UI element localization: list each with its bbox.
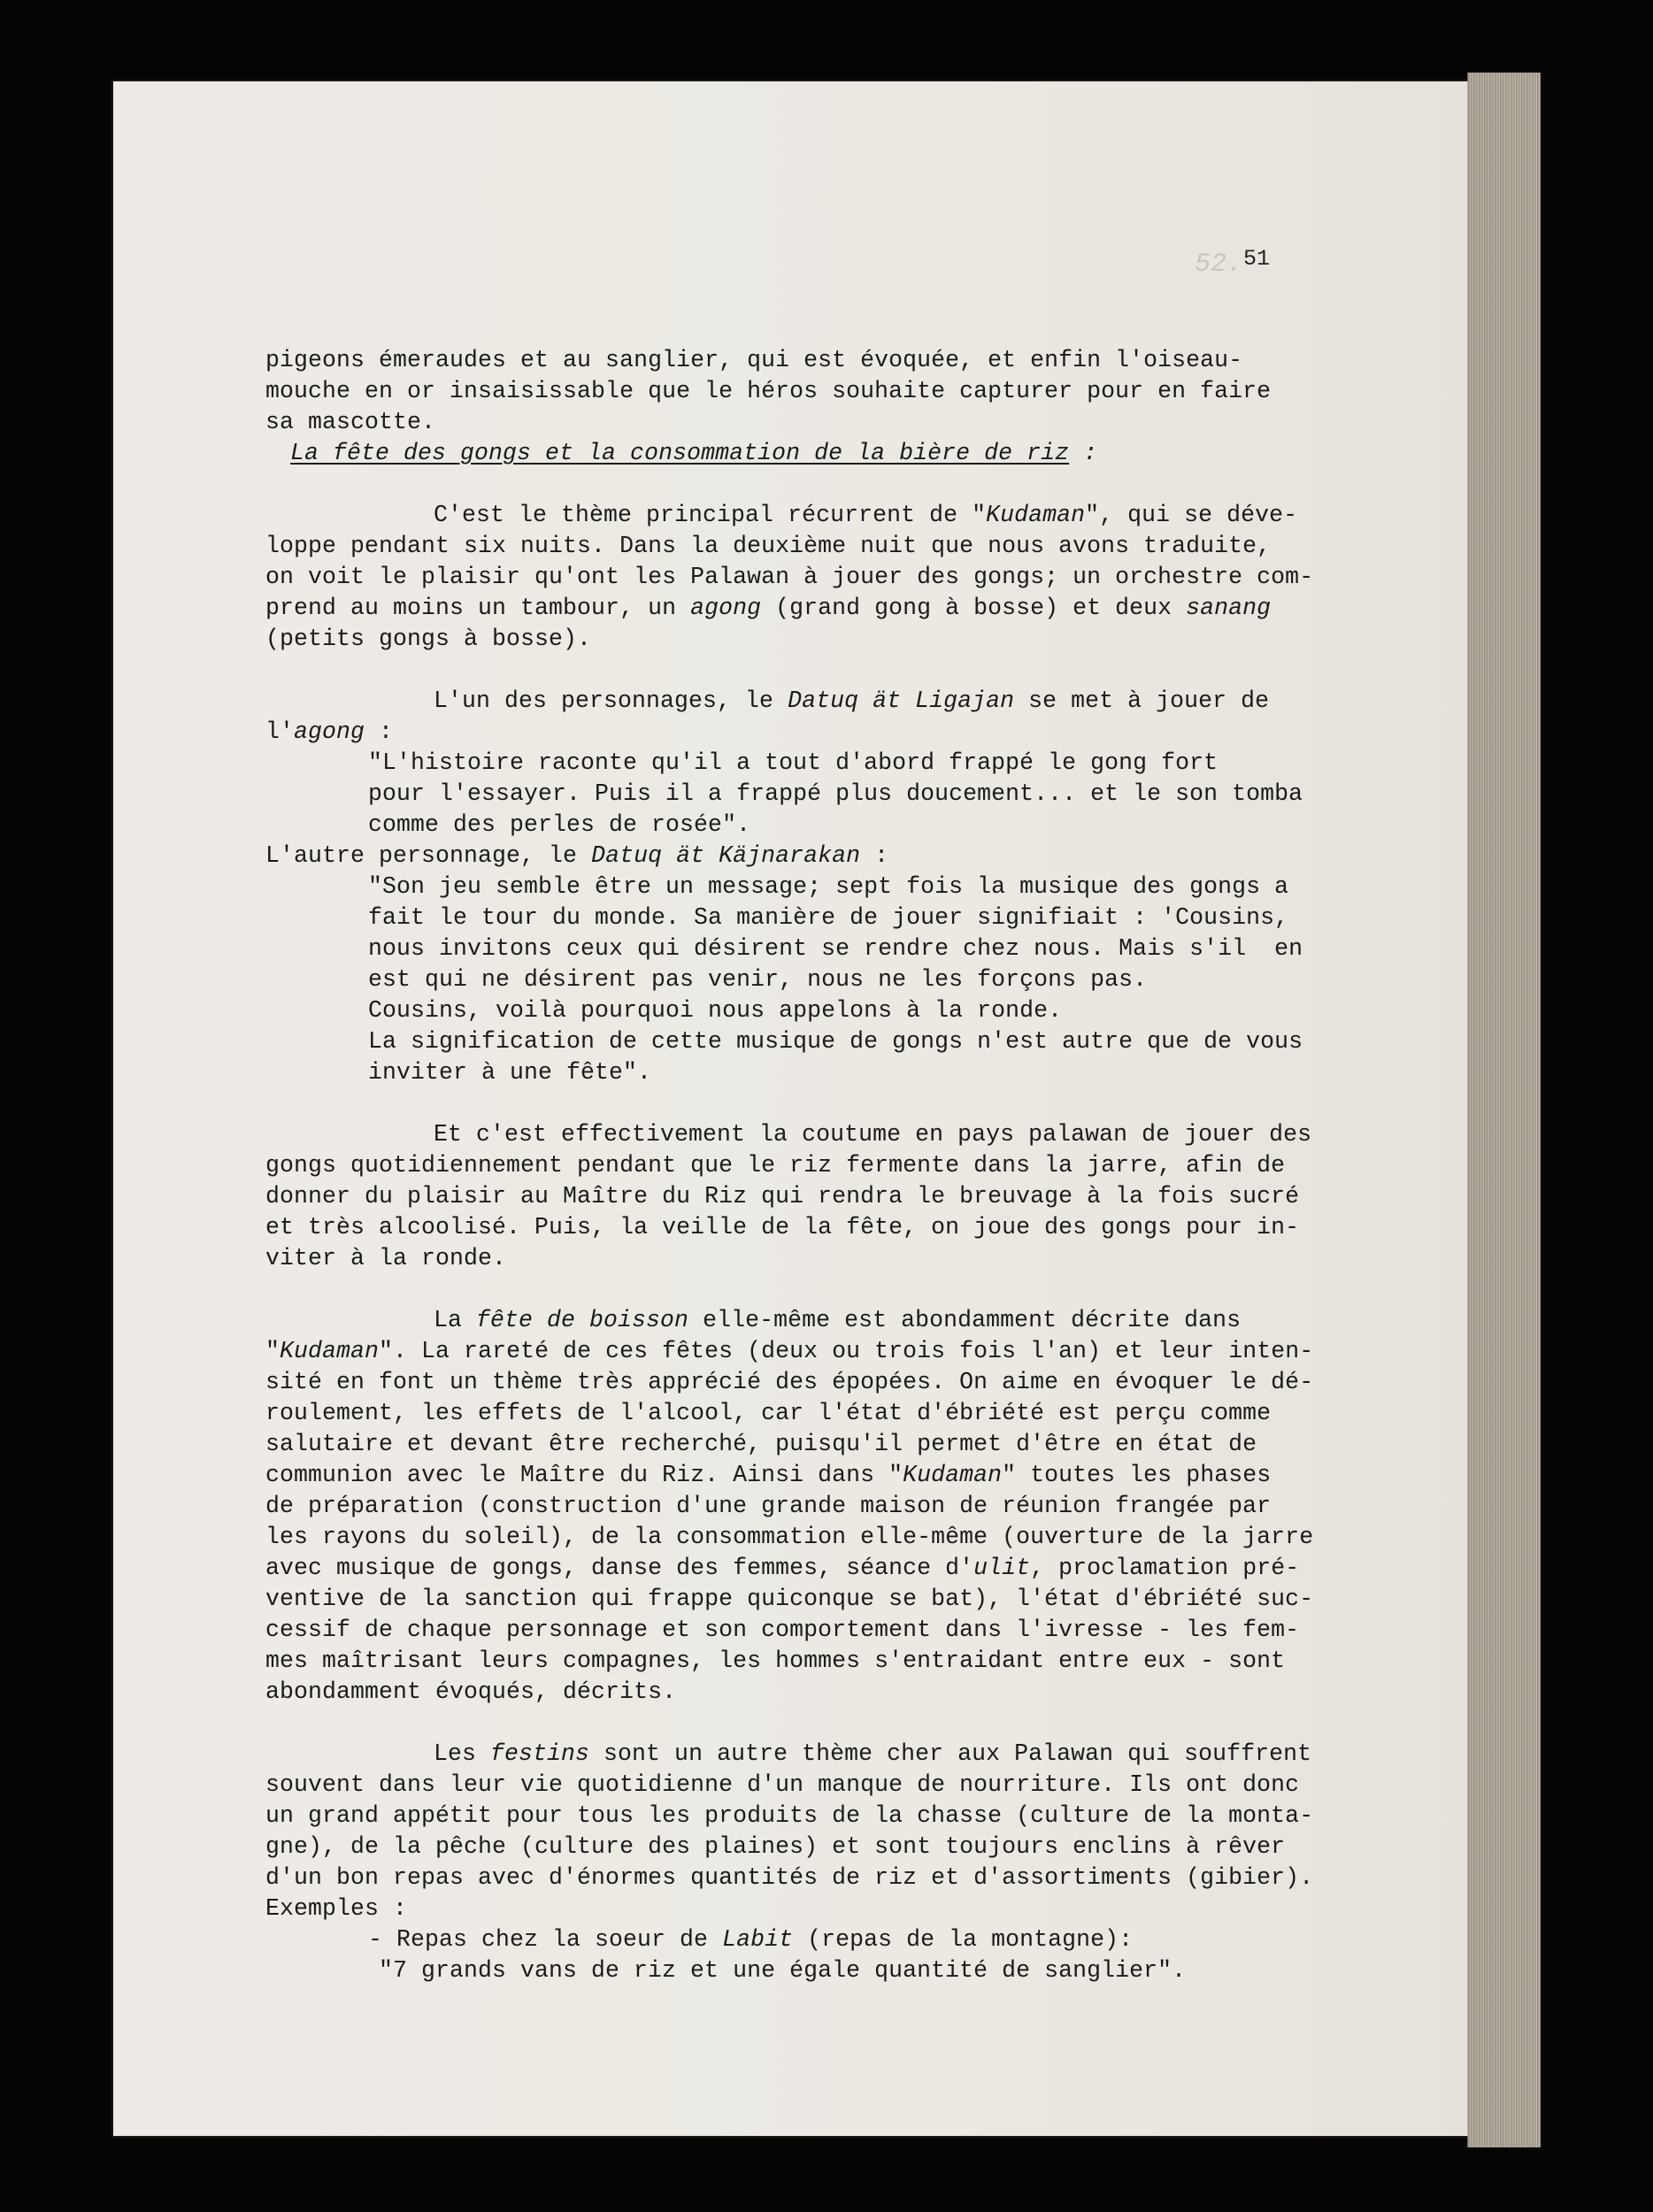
text-span: Les [434, 1740, 491, 1767]
text-line: sité en font un thème très apprécié des épopées. On aime en évoquer le dé- [265, 1369, 1314, 1395]
italic-term: agong [294, 718, 365, 745]
page-number: 51 [1243, 246, 1271, 272]
italic-term: Datuq ät Ligajan [788, 687, 1015, 714]
text-span: ", qui se déve- [1085, 502, 1298, 528]
quote-line: nous invitons ceux qui désirent se rendre chez nous. Mais s'il en [368, 935, 1303, 962]
text-line: mouche en or insaisissable que le héros souhaite capturer pour en faire [265, 378, 1272, 404]
italic-term: Kudaman [903, 1462, 1003, 1488]
page-edges [1467, 73, 1541, 2147]
text-span: , proclamation pré- [1030, 1555, 1300, 1581]
text-span: elle-même est abondamment décrite dans [688, 1307, 1242, 1333]
text-span: sont un autre thème cher aux Palawan qui souffrent [589, 1740, 1312, 1767]
text-line: souvent dans leur vie quotidienne d'un manque de nourriture. Ils ont donc [265, 1771, 1300, 1798]
text-line: Et c'est effectivement la coutume en pays palawan de jouer des [434, 1121, 1312, 1148]
text-line: ventive de la sanction qui frappe quiconque se bat), l'état d'ébriété suc- [265, 1586, 1314, 1612]
section-heading [265, 438, 1319, 469]
text-line: et très alcoolisé. Puis, la veille de la fête, on joue des gongs pour in- [265, 1214, 1300, 1240]
text-line: loppe pendant six nuits. Dans la deuxième nuit que nous avons traduite, [265, 533, 1272, 559]
italic-term: festins [490, 1740, 590, 1767]
text-line: (petits gongs à bosse). [265, 626, 592, 652]
italic-term: sanang [1186, 595, 1272, 621]
quote-line: fait le tour du monde. Sa manière de jouer signifiait : 'Cousins, [368, 904, 1289, 931]
text-line [265, 686, 1319, 717]
bleed-through-page-number: 52. [1195, 250, 1243, 280]
text-line: viter à la ronde. [265, 1245, 507, 1271]
italic-term: Labit [722, 1926, 794, 1953]
text-line: donner du plaisir au Maître du Riz qui rendra le breuvage à la fois sucré [265, 1183, 1300, 1210]
text-line: cessif de chaque personnage et son comportement dans l'ivresse - les fem- [265, 1617, 1300, 1643]
text-span: : [860, 842, 889, 869]
text-line: roulement, les effets de l'alcool, car l'état d'ébriété est perçu comme [265, 1400, 1272, 1426]
text-line: abondamment évoqués, décrits. [265, 1678, 677, 1705]
example-line [265, 1924, 1319, 1955]
text-line: un grand appétit pour tous les produits de la chasse (culture de la monta- [265, 1802, 1314, 1829]
text-span: prend au moins un tambour, un [265, 595, 691, 621]
text-line: de préparation (construction d'une grande maison de réunion frangée par [265, 1493, 1272, 1519]
quote-line: "L'histoire raconte qu'il a tout d'abord frappé le gong fort [368, 749, 1219, 776]
quote-line: inviter à une fête". [368, 1059, 652, 1086]
italic-term: ulit [973, 1555, 1031, 1581]
text-span: La [434, 1307, 477, 1333]
text-span: se met à jouer de [1014, 687, 1270, 714]
body-text [265, 345, 1319, 1986]
text-line: gongs quotidiennement pendant que le riz fermente dans la jarre, afin de [265, 1152, 1286, 1179]
text-line: pigeons émeraudes et au sanglier, qui est évoquée, et enfin l'oiseau- [265, 347, 1243, 373]
text-span: : [365, 718, 394, 745]
text-span: (grand gong à bosse) et deux [761, 595, 1187, 621]
text-line: gne), de la pêche (culture des plaines) et sont toujours enclins à rêver [265, 1833, 1286, 1860]
quote-line: La signification de cette musique de gongs n'est autre que de vous [368, 1028, 1303, 1055]
text-line: salutaire et devant être recherché, puisqu'il permet d'être en état de [265, 1431, 1257, 1457]
italic-term: Kudaman [280, 1338, 380, 1364]
text-span: avec musique de gongs, danse des femmes, séance d' [265, 1555, 974, 1581]
example-line: "7 grands vans de riz et une égale quantité de sanglier". [379, 1957, 1187, 1984]
section-heading-text: La fête des gongs et la consommation de la bière de riz [290, 440, 1070, 466]
text-span: " [265, 1338, 281, 1364]
text-span: (repas de la montagne): [793, 1926, 1134, 1953]
text-line [265, 841, 1319, 872]
text-line [265, 593, 1319, 624]
text-line: mes maîtrisant leurs compagnes, les hommes s'entraidant entre eux - sont [265, 1647, 1286, 1674]
text-line [265, 1739, 1319, 1770]
text-line [265, 1336, 1319, 1367]
quote-line: Cousins, voilà pourquoi nous appelons à la ronde. [368, 997, 1063, 1024]
text-line [265, 1553, 1319, 1584]
text-span: L'un des personnages, le [434, 687, 788, 714]
text-line: sa mascotte. [265, 409, 436, 435]
text-line [265, 717, 1319, 748]
text-line: on voit le plaisir qu'ont les Palawan à jouer des gongs; un orchestre com- [265, 564, 1314, 590]
quote-line: est qui ne désirent pas venir, nous ne les forçons pas. [368, 966, 1148, 993]
text-line [265, 500, 1319, 531]
text-line [265, 1460, 1319, 1491]
text-span: C'est le thème principal récurrent de " [434, 502, 987, 528]
text-span: communion avec le Maître du Riz. Ainsi dans " [265, 1462, 903, 1488]
italic-term: Kudaman [986, 502, 1086, 528]
italic-term: fête de boisson [476, 1307, 689, 1333]
text-span: L'autre personnage, le [265, 842, 592, 869]
text-span: " toutes les phases [1002, 1462, 1272, 1488]
italic-term: agong [690, 595, 762, 621]
text-line [265, 1305, 1319, 1336]
text-span: ". La rareté de ces fêtes (deux ou trois fois l'an) et leur inten- [379, 1338, 1314, 1364]
text-span: l' [265, 718, 295, 745]
heading-colon: : [1069, 440, 1098, 466]
quote-line: "Son jeu semble être un message; sept fois la musique des gongs a [368, 873, 1289, 900]
text-line: les rayons du soleil), de la consommation elle-même (ouverture de la jarre [265, 1524, 1314, 1550]
quote-line: comme des perles de rosée". [368, 811, 751, 838]
text-line: Exemples : [265, 1895, 408, 1922]
text-line: d'un bon repas avec d'énormes quantités de riz et d'assortiments (gibier). [265, 1864, 1314, 1891]
quote-line: pour l'essayer. Puis il a frappé plus doucement... et le son tomba [368, 780, 1303, 807]
italic-term: Datuq ät Käjnarakan [591, 842, 861, 869]
text-span: - Repas chez la soeur de [368, 1926, 723, 1953]
